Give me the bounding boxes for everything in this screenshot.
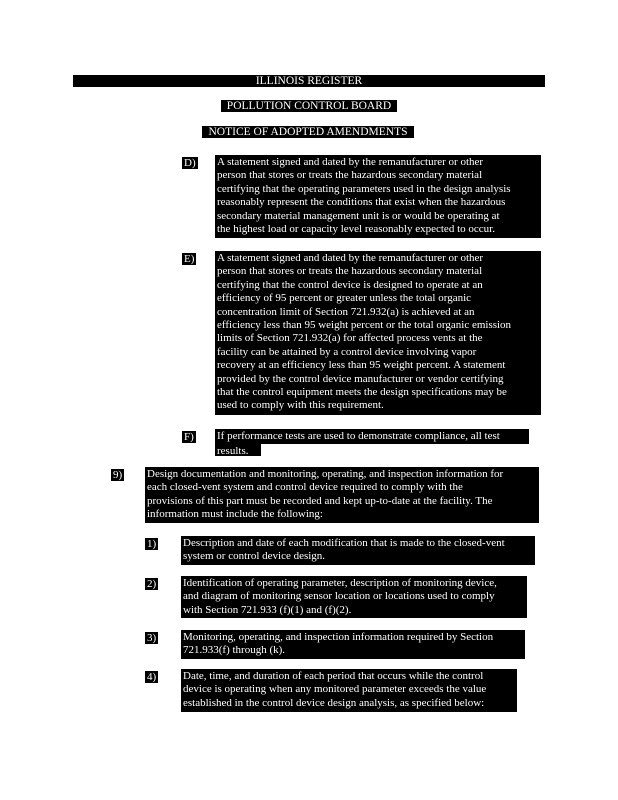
register-title-bar: [73, 75, 545, 87]
item-label-e: E): [184, 253, 195, 265]
item-text-e: A statement signed and dated by the remanufacturer or other person that stores or treats the hazardous secondary material certifying that the control device is designed to operate at an efficiency of 95 percent or greater unless the total organic concentration limit of Section 721.932(a) is achieved at an efficiency less than 95 weight percent or the total organic emission limits of Section 721.932(a) for affected process vents at the facility can be attained by a control device involving vapor recovery at an efficiency less than 95 weight percent. A statement provided by the control device manufacturer or vendor certifying that the control equipment meets the design specifications may be used to comply with this requirement.: [215, 251, 541, 415]
item-text-1: Description and date of each modification that is made to the closed-vent system or control device design.: [181, 536, 535, 565]
board-title: POLLUTION CONTROL BOARD: [221, 100, 397, 112]
item-label-9: 9): [113, 469, 123, 481]
item-text-f: If performance tests are used to demonstrate compliance, all test: [215, 429, 529, 444]
item-label-1: 1): [147, 538, 157, 550]
item-text-2: Identification of operating parameter, description of monitoring device, and diagram of monitoring sensor location or locations used to comply with Section 721.933 (f)(1) and (f)(2).: [181, 576, 527, 618]
item-text-9: Design documentation and monitoring, operating, and inspection information for each closed-vent system and control device required to comply with the provisions of this part must be recorded and kept up-to-date at the facility. The information must include the following:: [145, 467, 539, 523]
item-label-f: F): [184, 431, 194, 443]
item-text-f-continued: results.: [215, 444, 261, 456]
item-text-4: Date, time, and duration of each period that occurs while the control device is operating when any monitored parameter exceeds the value established in the control device design analysis, as specified below:: [181, 669, 517, 712]
item-label-2: 2): [147, 578, 157, 590]
item-label-d: D): [184, 157, 196, 169]
item-text-d: A statement signed and dated by the remanufacturer or other person that stores or treats the hazardous secondary material certifying that the operating parameters used in the design analysis reasonably represent the conditions that exist when the hazardous secondary material management unit is or would be operating at the highest load or capacity level reasonably expected to occur.: [215, 155, 541, 238]
register-title: ILLINOIS REGISTER: [255, 75, 363, 87]
item-label-4: 4): [147, 671, 157, 683]
item-label-3: 3): [147, 632, 157, 644]
item-text-3: Monitoring, operating, and inspection information required by Section 721.933(f) through (k).: [181, 630, 525, 659]
notice-title: NOTICE OF ADOPTED AMENDMENTS: [202, 126, 414, 138]
